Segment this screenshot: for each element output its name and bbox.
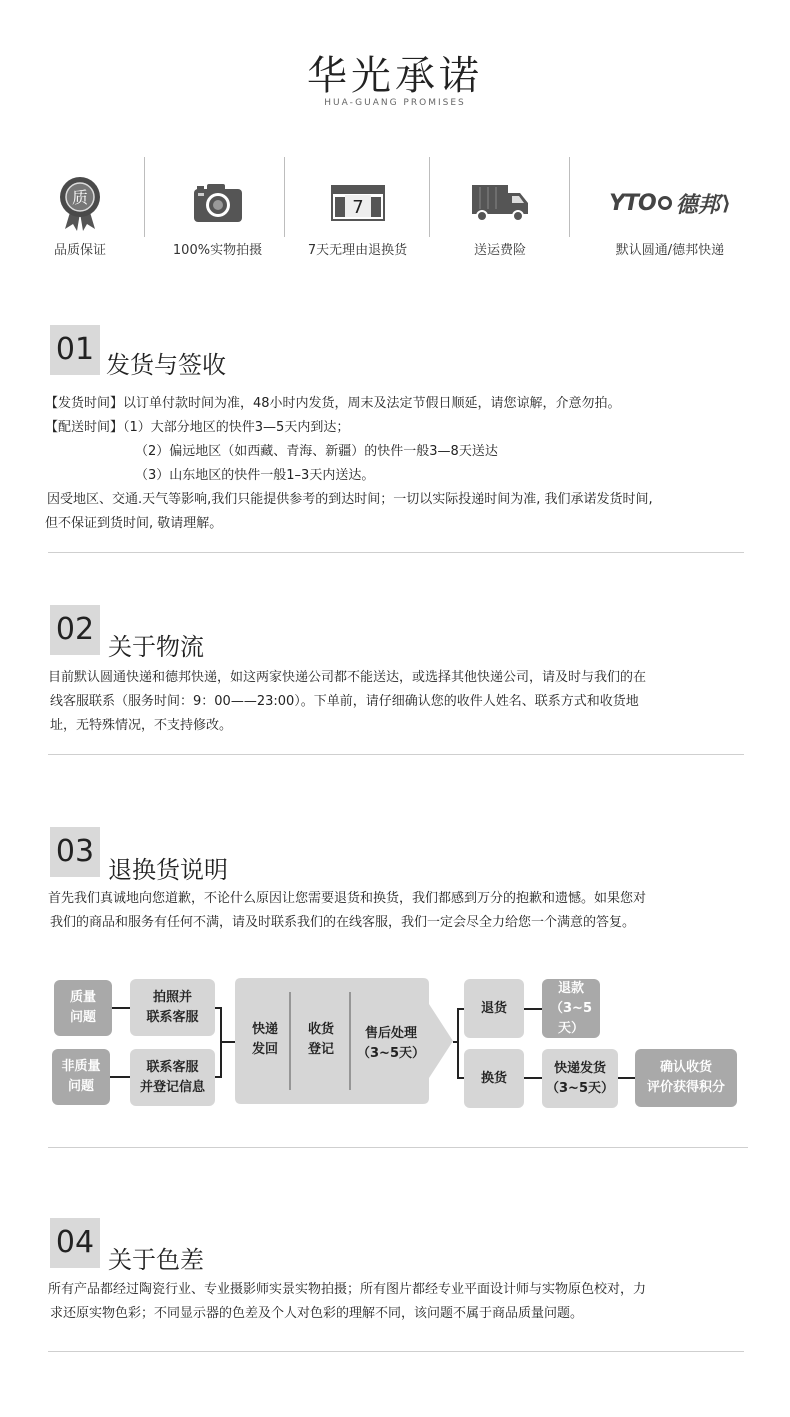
flow-connector xyxy=(110,1076,130,1078)
promise-label: 7天无理由退换货 xyxy=(307,243,408,258)
section-title: 关于物流 xyxy=(108,633,204,661)
section-number: 03 xyxy=(50,827,100,877)
promise-label: 100%实物拍摄 xyxy=(172,243,263,258)
section-text-line: （2）偏远地区（如西藏、青海、新疆）的快件一般3—8天送达 xyxy=(135,444,498,459)
flow-photo-contact: 拍照并 联系客服 xyxy=(130,979,215,1036)
flow-contact-register: 联系客服 并登记信息 xyxy=(130,1049,215,1106)
section-text-line: （3）山东地区的快件一般1–3天内送达。 xyxy=(135,468,375,483)
promise-real-photo xyxy=(155,175,280,258)
section-text-line: 但不保证到货时间, 敬请理解。 xyxy=(45,516,223,531)
section-text-line: 我们的商品和服务有任何不满，请及时联系我们的在线客服，我们一定会尽全力给您一个满意的答复。 xyxy=(50,915,636,930)
section-number: 02 xyxy=(50,605,100,655)
section-divider xyxy=(48,1147,748,1148)
quality-badge-icon xyxy=(30,175,130,231)
divider xyxy=(284,157,285,237)
delivery-truck-icon xyxy=(440,175,560,231)
flow-connector xyxy=(220,1041,235,1043)
section-text-line: 线客服联系（服务时间：9：00——23:00）。下单前，请仔细确认您的收件人姓名、联系方式和收货地 xyxy=(50,694,639,709)
promise-courier xyxy=(590,175,750,258)
yto-logo: YTO xyxy=(609,190,656,216)
promise-label: 默认圆通/德邦快递 xyxy=(615,243,725,258)
flow-receive-register: 收货 登记 xyxy=(307,1022,334,1057)
section-text-line: 首先我们真诚地向您道歉，不论什么原因让您需要退货和换货，我们都感到万分的抱歉和遗憾。如果您对 xyxy=(48,891,647,906)
flow-connector xyxy=(457,1077,464,1079)
divider xyxy=(429,157,430,237)
camera-icon xyxy=(155,175,280,231)
flow-after-sales: 售后处理 （3~5天） xyxy=(357,1026,425,1061)
courier-logos-icon xyxy=(590,175,750,231)
calendar-day-text: 7 xyxy=(351,197,364,218)
flow-quality-issue: 质量 问题 xyxy=(54,980,112,1036)
section-divider xyxy=(48,552,744,553)
quality-badge-text: 质 xyxy=(71,188,89,207)
section-text-line: 所有产品都经过陶瓷行业、专业摄影师实景实物拍摄；所有图片都经专业平面设计师与实物原色校对，力 xyxy=(48,1282,647,1297)
yto-logo-mark xyxy=(658,196,672,210)
flow-connector xyxy=(524,1077,542,1079)
flow-refund: 退款 （3~5天） xyxy=(542,979,600,1038)
section-number: 04 xyxy=(50,1218,100,1268)
flow-express-ship: 快递发货 （3~5天） xyxy=(542,1049,618,1108)
debon-logo: 德邦 xyxy=(675,192,720,218)
section-text-line: 目前默认圆通快递和德邦快递，如这两家快递公司都不能送达，或选择其他快递公司，请及时与我们的在 xyxy=(48,670,647,685)
divider xyxy=(569,157,570,237)
section-text-line: 【发货时间】以订单付款时间为准，48小时内发货，周末及法定节假日顺延，请您谅解，介意勿拍。 xyxy=(45,396,621,411)
section-text-line: 址，无特殊情况，不支持修改。 xyxy=(50,718,233,733)
flow-non-quality-issue: 非质量 问题 xyxy=(52,1049,110,1105)
page-title: 华光承诺 xyxy=(307,53,483,99)
promise-quality xyxy=(30,175,130,258)
flow-connector xyxy=(112,1007,130,1009)
flow-connector xyxy=(524,1008,542,1010)
promise-7day-return xyxy=(290,175,425,258)
flow-return: 退货 xyxy=(464,979,524,1038)
section-divider xyxy=(48,1351,744,1352)
section-text-line: 【配送时间】（1）大部分地区的快件3—5天内到达； xyxy=(45,420,350,435)
promise-label: 送运费险 xyxy=(473,243,526,258)
flow-ship-back: 快递 发回 xyxy=(251,1022,278,1057)
flow-connector xyxy=(457,1008,464,1010)
flow-exchange: 换货 xyxy=(464,1049,524,1108)
promise-label: 品质保证 xyxy=(53,243,106,258)
section-divider xyxy=(48,754,744,755)
page-subtitle: HUA-GUANG PROMISES xyxy=(324,98,466,108)
flow-connector xyxy=(457,1008,459,1079)
section-title: 关于色差 xyxy=(108,1246,204,1274)
section-number: 01 xyxy=(50,325,100,375)
section-title: 退换货说明 xyxy=(108,856,228,884)
debon-logo-mark: ⟩ xyxy=(721,191,731,215)
divider xyxy=(144,157,145,237)
calendar-7-icon xyxy=(290,175,425,231)
promise-shipping-insurance xyxy=(440,175,560,258)
flow-confirm-receipt: 确认收货 评价获得积分 xyxy=(635,1049,737,1107)
section-text-line: 求还原实物色彩；不同显示器的色差及个人对色彩的理解不同，该问题不属于商品质量问题。 xyxy=(50,1306,584,1321)
section-text-line: 因受地区、交通.天气等影响,我们只能提供参考的到达时间；一切以实际投递时间为准, 我们承诺发货时间, xyxy=(47,492,653,507)
flow-connector xyxy=(618,1077,635,1079)
section-title: 发货与签收 xyxy=(106,351,226,379)
